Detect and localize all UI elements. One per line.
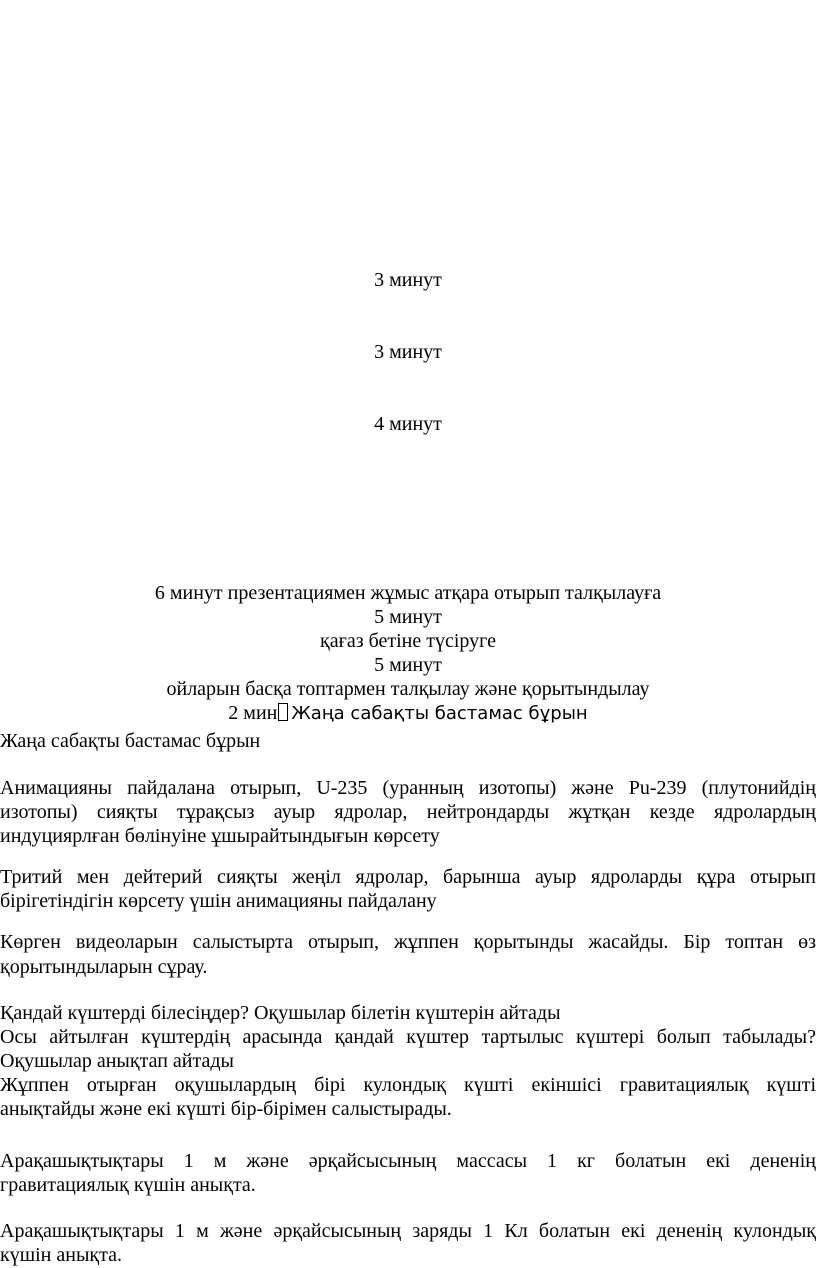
paragraph-4-line-1: Қандай күштерді білесіңдер? Оқушылар білетін күштерін айтады — [0, 1002, 561, 1024]
paragraph-4-line-5: анықтайды және екі күшті бір-бірімен салыстырады. — [0, 1098, 452, 1120]
paragraph-1-line-3: индуциярлған бөлінуіне ұшырайтындығын көрсету — [0, 825, 440, 847]
paragraph-4-line-2: Осы айтылған күштердің арасында қандай күштер тартылыс күштері болып табылады? — [0, 1026, 816, 1048]
timing-line-2: 3 минут — [374, 341, 442, 363]
paragraph-1-line-2: изотопы) сияқты тұрақсыз ауыр ядролар, нейтрондарды жұтқан кезде ядролардың — [0, 801, 816, 823]
paragraph-3-line-1: Көрген видеоларын салыстырта отырып, жұппен қорытынды жасайды. Бір топтан өз — [0, 931, 816, 953]
paragraph-4-line-4: Жұппен отырған оқушылардың бірі кулондық күшті екіншісі гравитациялық күшті — [0, 1074, 816, 1096]
timing-line-1: 3 минут — [374, 269, 442, 291]
paragraph-5-line-1: Арақашықтықтары 1 м және әрқайсысының массасы 1 кг болатын екі дененің — [0, 1150, 816, 1172]
paragraph-6-line-2: күшін анықта. — [0, 1244, 122, 1266]
center-line-6-prefix: 2 мин — [228, 702, 278, 724]
timing-line-3: 4 минут — [374, 413, 442, 435]
paragraph-1-line-1: Анимацияны пайдалана отырып, U-235 (уранның изотопы) және Pu-239 (плутонийдің — [0, 777, 816, 799]
center-line-6 — [0, 701, 816, 726]
center-line-6-suffix: Жаңа сабақты бастамас бұрын — [291, 703, 588, 724]
center-line-4: 5 минут — [374, 654, 442, 676]
center-line-1: 6 минут презентациямен жұмыс атқара отырып талқылауға — [154, 582, 662, 604]
center-line-5: ойларын басқа топтармен талқылау және қорытындылау — [166, 678, 650, 700]
paragraph-4-line-3: Оқушылар анықтап айтады — [0, 1050, 234, 1072]
paragraph-5-line-2: гравитациялық күшін анықта. — [0, 1174, 256, 1196]
missing-glyph-icon — [278, 703, 288, 721]
paragraph-6-line-1: Арақашықтықтары 1 м және әрқайсысының заряды 1 Кл болатын екі дененің кулондық — [0, 1220, 816, 1242]
paragraph-2-line-2: бірігетіндігін көрсету үшін анимацияны пайдалану — [0, 890, 437, 912]
center-line-2: 5 минут — [374, 606, 442, 628]
center-line-3: қағаз бетіне түсіруге — [320, 630, 496, 652]
section-heading: Жаңа сабақты бастамас бұрын — [0, 730, 261, 752]
paragraph-3-line-2: қорытындыларын сұрау. — [0, 956, 208, 978]
paragraph-2-line-1: Тритий мен дейтерий сияқты жеңіл ядролар, барынша ауыр ядроларды құра отырып — [0, 866, 816, 888]
